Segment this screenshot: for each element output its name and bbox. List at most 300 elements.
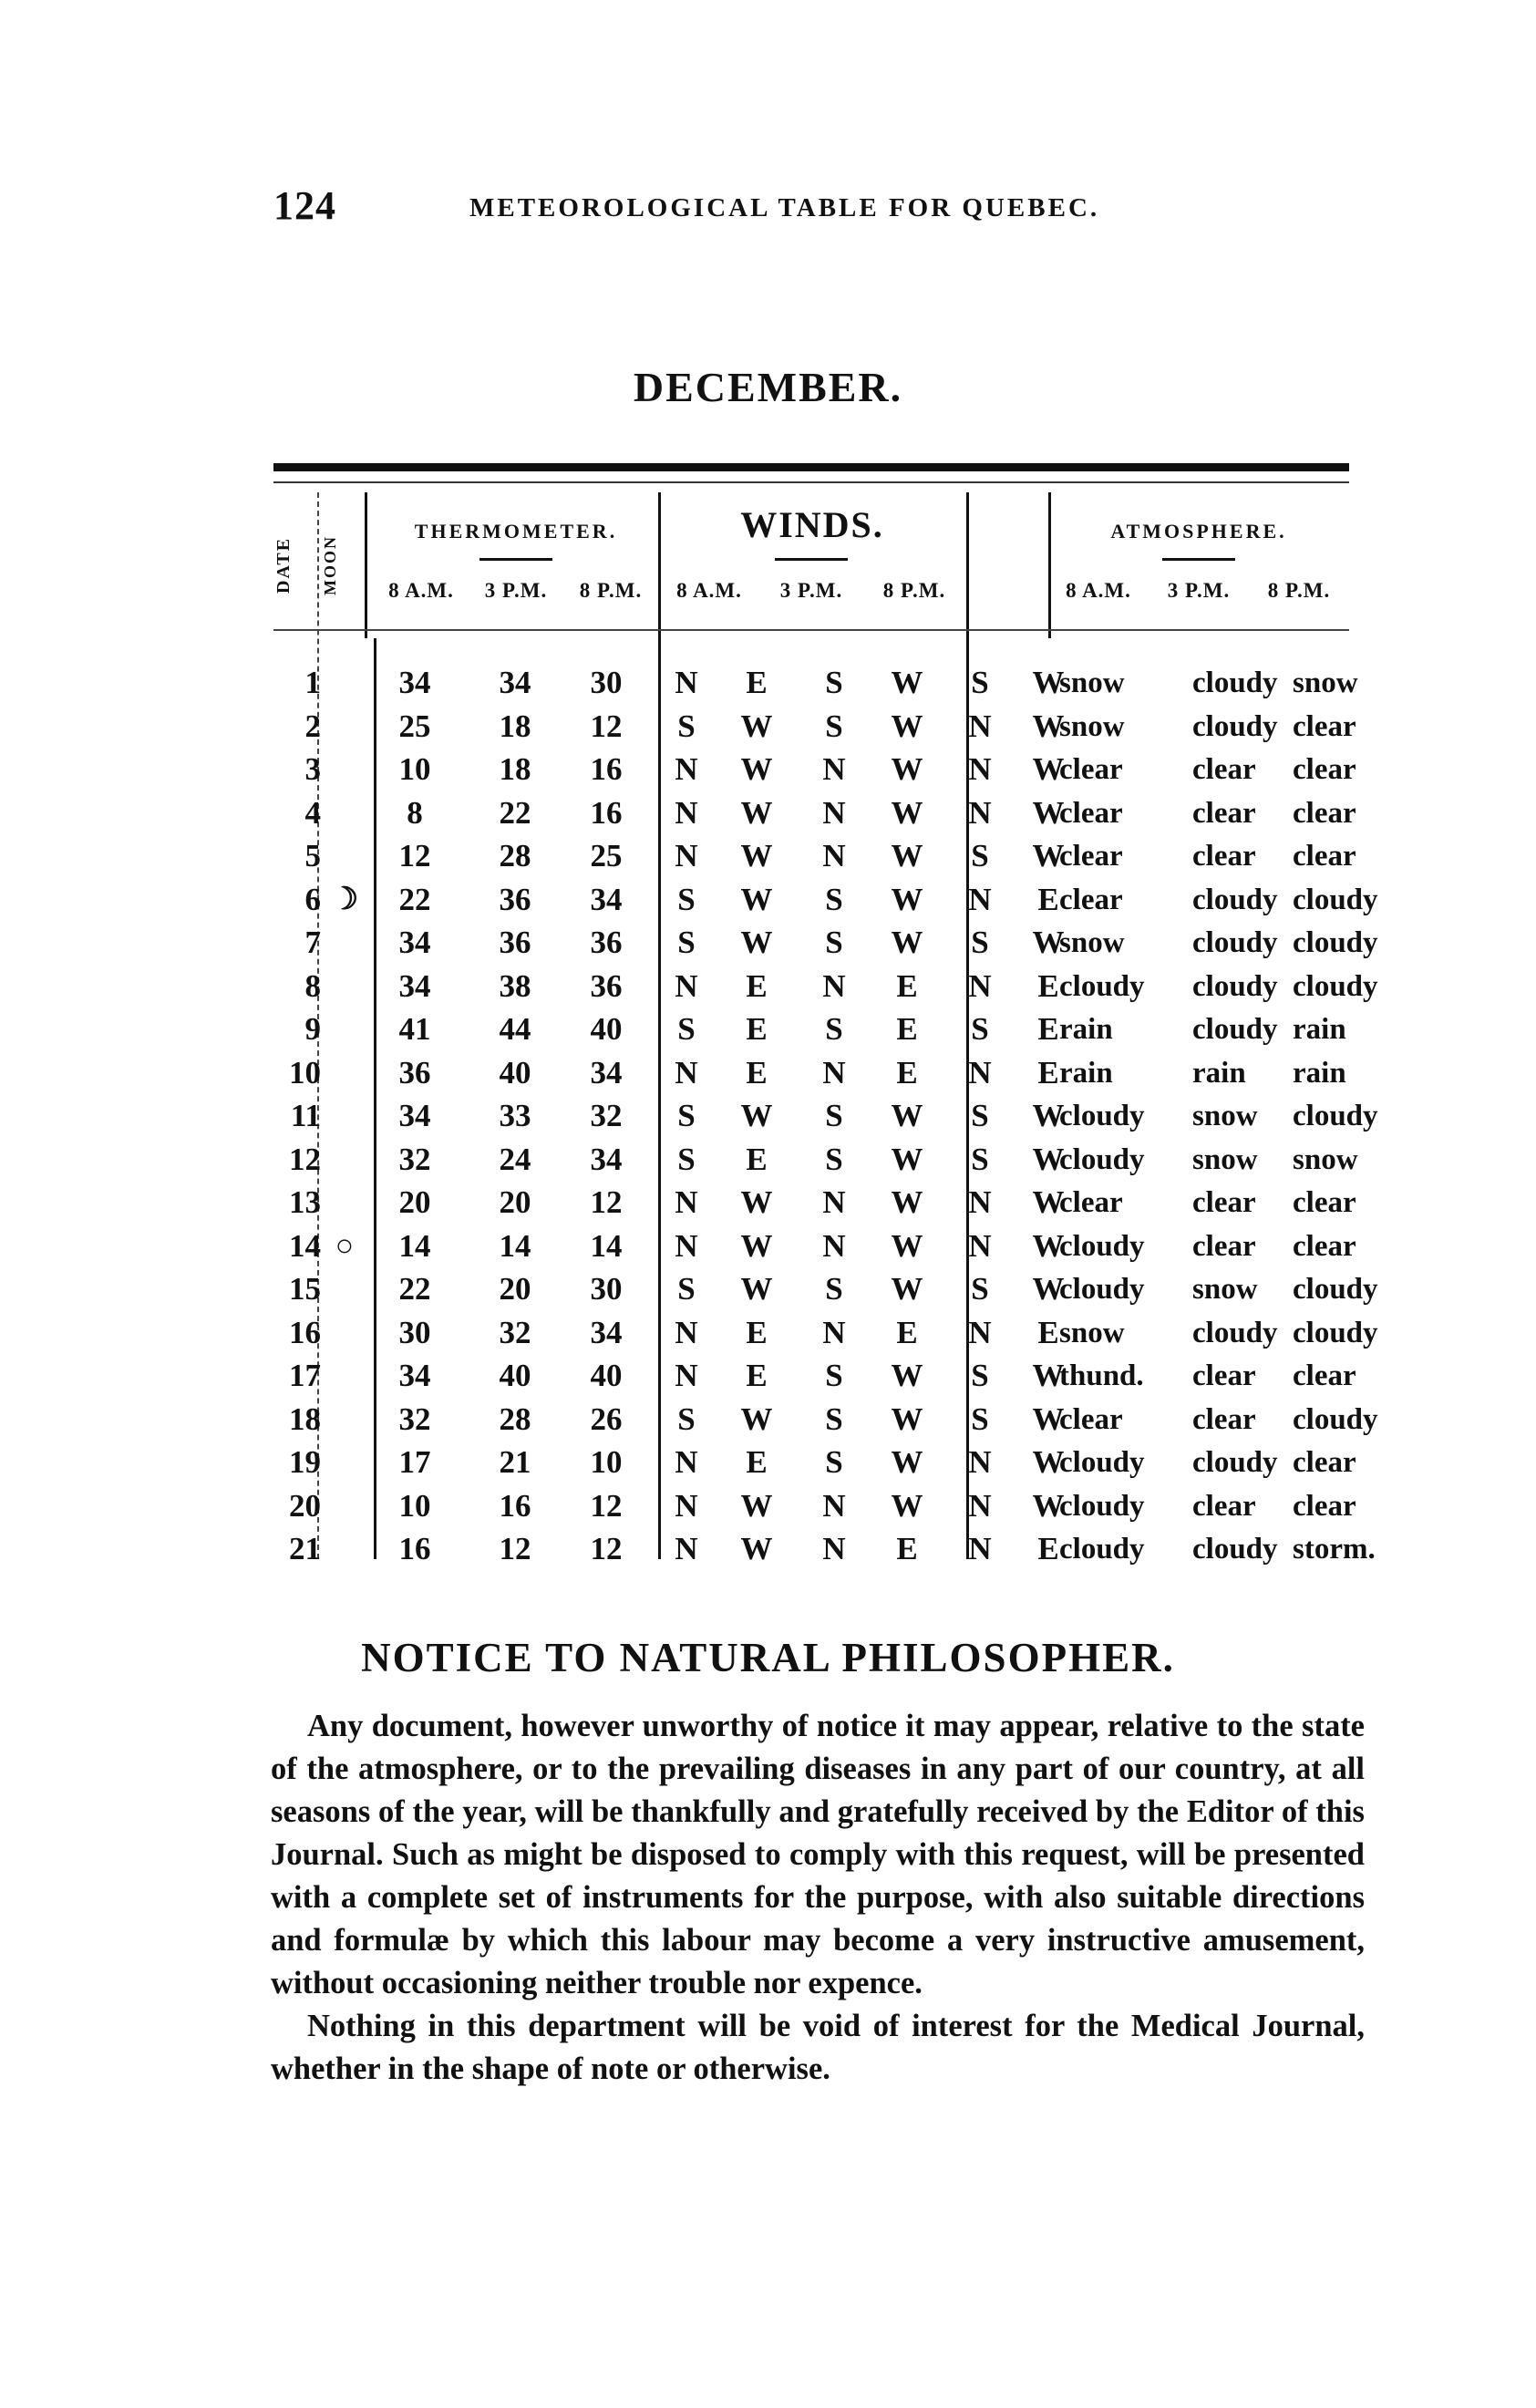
wind-3pm-dir1-cell: N bbox=[822, 1227, 846, 1264]
wind-8pm-dir2-cell: E bbox=[1037, 1531, 1059, 1566]
atmos-8pm-cell: cloudy bbox=[1293, 969, 1378, 1003]
temp-3pm-cell: 28 bbox=[499, 838, 531, 873]
temp-8am-cell: 34 bbox=[398, 925, 431, 960]
moon-phase-cell bbox=[326, 1181, 363, 1225]
temp-8pm-cell: 26 bbox=[590, 1400, 623, 1437]
wind-8pm-dir2-cell: W bbox=[1032, 1487, 1065, 1524]
temp-8pm-cell: 14 bbox=[590, 1227, 623, 1264]
moon-phase-cell bbox=[326, 965, 363, 1008]
atmos-8am-cell: cloudy bbox=[1059, 1533, 1145, 1566]
atmos-3pm-cell: cloudy bbox=[1192, 667, 1278, 699]
wind-8pm-dir2-cell: W bbox=[1032, 1358, 1065, 1393]
wind-8am-dir1-cell: S bbox=[677, 925, 696, 960]
temp-3pm-cell: 33 bbox=[499, 1098, 531, 1133]
atmos-8pm-cell: rain bbox=[1293, 1013, 1346, 1046]
moon-phase-cell bbox=[326, 1484, 363, 1528]
wind-8pm-dir1-cell: N bbox=[968, 1444, 992, 1480]
date-cell: 6 bbox=[304, 881, 321, 917]
table-row bbox=[273, 1354, 1356, 1398]
meteorological-table bbox=[273, 492, 1378, 1566]
atmos-8am-cell: cloudy bbox=[1059, 1446, 1145, 1479]
wind-3pm-dir1-cell: N bbox=[822, 967, 846, 1004]
wind-8am-dir1-cell: N bbox=[675, 1054, 698, 1090]
wind-8am-dir1-cell: N bbox=[675, 1314, 698, 1350]
wind-8am-dir2-cell: W bbox=[740, 708, 773, 744]
temp-8pm-cell: 34 bbox=[590, 1054, 623, 1090]
wind-3pm-dir2-cell: W bbox=[891, 1400, 923, 1437]
wind-8am-dir2-cell: W bbox=[740, 881, 773, 917]
table-row bbox=[273, 661, 1358, 705]
atmos-8am-cell: clear bbox=[1059, 883, 1123, 916]
table-row bbox=[273, 1484, 1356, 1528]
wind-8pm-dir2-cell: W bbox=[1032, 1184, 1065, 1220]
atmos-8pm-cell: cloudy bbox=[1293, 883, 1378, 916]
atmos-8pm-cell: clear bbox=[1293, 1359, 1356, 1392]
temp-3pm-cell: 18 bbox=[499, 708, 531, 744]
temp-3pm-cell: 16 bbox=[499, 1487, 531, 1524]
atmos-3pm-cell: clear bbox=[1192, 1402, 1256, 1436]
temp-8pm-cell: 16 bbox=[590, 751, 623, 787]
wind-8pm-dir2-cell: E bbox=[1037, 1054, 1059, 1090]
wind-8pm-dir1-cell: S bbox=[971, 838, 989, 873]
wind-3pm-dir2-cell: W bbox=[891, 794, 923, 831]
wind-3pm-dir1-cell: S bbox=[825, 925, 843, 960]
temp-8pm-cell: 12 bbox=[590, 1184, 623, 1220]
wind-8pm-dir1-cell: N bbox=[968, 1531, 992, 1566]
temp-3pm-cell: 34 bbox=[499, 665, 531, 700]
table-row bbox=[273, 1311, 1378, 1355]
date-cell: 8 bbox=[304, 967, 321, 1004]
wind-3pm-dir1-cell: N bbox=[822, 1184, 846, 1220]
header-thermometer: THERMOMETER. bbox=[414, 520, 618, 543]
atmos-3pm-cell: cloudy bbox=[1192, 709, 1278, 743]
temp-8am-cell: 34 bbox=[398, 665, 431, 700]
wind-8am-dir1-cell: S bbox=[677, 881, 696, 917]
wind-3pm-dir2-cell: W bbox=[891, 838, 923, 873]
header-winds-3pm: 3 P.M. bbox=[779, 579, 843, 602]
table-row bbox=[273, 1225, 1356, 1268]
atmos-8am-cell: clear bbox=[1059, 1186, 1123, 1219]
wind-8am-dir1-cell: N bbox=[675, 665, 698, 700]
temp-8pm-cell: 32 bbox=[590, 1098, 623, 1133]
moon-phase-cell: ○ bbox=[335, 1228, 355, 1263]
atmos-8am-cell: cloudy bbox=[1059, 1273, 1145, 1306]
wind-3pm-dir2-cell: W bbox=[891, 665, 923, 700]
temp-3pm-cell: 22 bbox=[499, 794, 531, 831]
moon-phase-cell bbox=[326, 791, 363, 835]
temp-3pm-cell: 36 bbox=[499, 881, 531, 917]
moon-phase-cell bbox=[326, 748, 363, 791]
wind-3pm-dir1-cell: S bbox=[825, 1271, 843, 1307]
wind-8am-dir2-cell: W bbox=[740, 751, 773, 787]
wind-3pm-dir2-cell: W bbox=[891, 1358, 923, 1393]
page-number: 124 bbox=[273, 183, 336, 228]
atmos-3pm-cell: cloudy bbox=[1192, 1013, 1278, 1046]
header-thermo-8am: 8 A.M. bbox=[388, 579, 454, 602]
atmos-3pm-cell: cloudy bbox=[1192, 1446, 1278, 1479]
wind-3pm-dir2-cell: W bbox=[891, 1098, 923, 1133]
atmos-8pm-cell: clear bbox=[1293, 796, 1356, 830]
wind-3pm-dir1-cell: N bbox=[822, 838, 846, 873]
temp-8pm-cell: 34 bbox=[590, 1314, 623, 1350]
atmos-3pm-cell: clear bbox=[1192, 840, 1256, 873]
wind-8pm-dir1-cell: N bbox=[968, 751, 992, 787]
date-cell: 4 bbox=[304, 794, 321, 831]
date-cell: 18 bbox=[289, 1400, 321, 1437]
atmos-3pm-cell: cloudy bbox=[1192, 969, 1278, 1003]
wind-3pm-dir1-cell: N bbox=[822, 1531, 846, 1566]
wind-8am-dir2-cell: W bbox=[740, 1531, 773, 1566]
atmos-3pm-cell: rain bbox=[1192, 1056, 1246, 1090]
wind-8am-dir2-cell: E bbox=[746, 1314, 768, 1350]
table-row bbox=[273, 1051, 1349, 1095]
wind-8am-dir1-cell: N bbox=[675, 1444, 698, 1480]
moon-phase-cell bbox=[326, 1398, 363, 1442]
atmos-3pm-cell: snow bbox=[1192, 1100, 1258, 1132]
date-cell: 2 bbox=[304, 708, 321, 744]
temp-3pm-cell: 12 bbox=[499, 1531, 531, 1566]
atmos-3pm-cell: clear bbox=[1192, 753, 1256, 786]
header-dash bbox=[1162, 558, 1235, 561]
top-rule-thin bbox=[273, 481, 1349, 483]
atmos-8am-cell: rain bbox=[1059, 1013, 1113, 1046]
wind-3pm-dir2-cell: W bbox=[891, 1444, 923, 1480]
date-cell: 20 bbox=[289, 1487, 321, 1524]
wind-8am-dir2-cell: E bbox=[746, 1054, 768, 1090]
table-row bbox=[273, 1008, 1349, 1051]
wind-3pm-dir1-cell: S bbox=[825, 665, 843, 700]
atmos-3pm-cell: clear bbox=[1192, 796, 1256, 830]
atmos-8pm-cell: clear bbox=[1293, 753, 1356, 786]
wind-8pm-dir2-cell: W bbox=[1032, 794, 1065, 831]
moon-phase-cell bbox=[326, 834, 363, 878]
temp-8am-cell: 20 bbox=[398, 1184, 431, 1220]
wind-3pm-dir2-cell: E bbox=[896, 1314, 918, 1350]
wind-8am-dir1-cell: N bbox=[675, 1227, 698, 1264]
wind-8am-dir1-cell: S bbox=[677, 1271, 696, 1307]
temp-8am-cell: 8 bbox=[407, 794, 423, 831]
atmos-8am-cell: thund. bbox=[1059, 1359, 1144, 1392]
header-atmos-3pm: 3 P.M. bbox=[1167, 579, 1231, 602]
atmos-8pm-cell: clear bbox=[1293, 1446, 1356, 1479]
temp-3pm-cell: 14 bbox=[499, 1227, 531, 1264]
wind-8pm-dir1-cell: N bbox=[968, 794, 992, 831]
atmos-8am-cell: clear bbox=[1059, 1402, 1123, 1436]
atmos-8am-cell: snow bbox=[1059, 667, 1125, 699]
notice-paragraph: Nothing in this department will be void of interest for the Medical Journal, whether in the shape of note or otherwise. bbox=[271, 2009, 1365, 2086]
wind-3pm-dir2-cell: W bbox=[891, 1141, 923, 1177]
running-head bbox=[273, 182, 1367, 237]
atmos-8pm-cell: cloudy bbox=[1293, 1402, 1378, 1436]
atmos-3pm-cell: cloudy bbox=[1192, 883, 1278, 916]
table-row bbox=[273, 1181, 1356, 1225]
wind-8am-dir1-cell: N bbox=[675, 838, 698, 873]
wind-8am-dir1-cell: S bbox=[677, 1400, 696, 1437]
atmos-8am-cell: clear bbox=[1059, 796, 1123, 830]
wind-3pm-dir1-cell: S bbox=[825, 1011, 843, 1047]
wind-8am-dir1-cell: S bbox=[677, 1141, 696, 1177]
atmos-8pm-cell: clear bbox=[1293, 709, 1356, 743]
wind-8pm-dir2-cell: W bbox=[1032, 1227, 1065, 1264]
atmos-3pm-cell: snow bbox=[1192, 1273, 1258, 1306]
wind-8am-dir1-cell: N bbox=[675, 794, 698, 831]
temp-3pm-cell: 38 bbox=[499, 967, 531, 1004]
wind-3pm-dir1-cell: S bbox=[825, 1098, 843, 1133]
wind-8pm-dir2-cell: W bbox=[1032, 1141, 1065, 1177]
header-atmos-8pm: 8 P.M. bbox=[1267, 579, 1331, 602]
wind-8am-dir2-cell: W bbox=[740, 1227, 773, 1264]
wind-3pm-dir1-cell: N bbox=[822, 1314, 846, 1350]
wind-8am-dir2-cell: E bbox=[746, 1011, 768, 1047]
date-cell: 9 bbox=[304, 1011, 321, 1047]
wind-3pm-dir1-cell: N bbox=[822, 751, 846, 787]
temp-8am-cell: 34 bbox=[398, 1358, 431, 1393]
date-cell: 11 bbox=[290, 1098, 321, 1133]
wind-8pm-dir2-cell: E bbox=[1037, 1314, 1059, 1350]
atmos-8am-cell: cloudy bbox=[1059, 1100, 1145, 1132]
wind-8pm-dir1-cell: S bbox=[971, 1271, 989, 1307]
table-row bbox=[273, 705, 1356, 749]
date-cell: 19 bbox=[289, 1444, 321, 1480]
wind-8am-dir2-cell: W bbox=[740, 794, 773, 831]
wind-8am-dir1-cell: N bbox=[675, 1531, 698, 1566]
date-cell: 10 bbox=[289, 1054, 321, 1090]
date-cell: 15 bbox=[289, 1271, 321, 1307]
atmos-8am-cell: cloudy bbox=[1059, 1229, 1145, 1263]
temp-8am-cell: 34 bbox=[398, 1098, 431, 1133]
wind-8pm-dir1-cell: N bbox=[968, 967, 992, 1004]
wind-8am-dir1-cell: N bbox=[675, 1184, 698, 1220]
atmos-3pm-cell: clear bbox=[1192, 1359, 1256, 1392]
atmos-8pm-cell: clear bbox=[1293, 1186, 1356, 1219]
header-date: DATE bbox=[273, 536, 294, 594]
atmos-8am-cell: snow bbox=[1059, 1316, 1125, 1349]
wind-8am-dir1-cell: N bbox=[675, 967, 698, 1004]
wind-8am-dir2-cell: E bbox=[746, 665, 768, 700]
wind-8am-dir2-cell: W bbox=[740, 1184, 773, 1220]
wind-3pm-dir1-cell: S bbox=[825, 1400, 843, 1437]
atmos-8pm-cell: cloudy bbox=[1293, 926, 1378, 959]
atmos-8pm-cell: rain bbox=[1293, 1056, 1346, 1090]
header-winds-8am: 8 A.M. bbox=[676, 579, 742, 602]
wind-8pm-dir2-cell: E bbox=[1037, 1011, 1059, 1047]
wind-3pm-dir1-cell: S bbox=[825, 881, 843, 917]
notice-paragraph: Any document, however unworthy of notice it may appear, relative to the state of the atmosphere, or to the prevailing diseases in any part of our country, at all seasons of the year, will be thankfully and gratefully received by the Editor of this Journal. Such as might be disposed to comply with this request, will be presented with a complete set of instruments for the purpose, with also suitable directions and formulæ by which this labour may become a very instructive amusement, without occasioning neither trouble nor expence. bbox=[271, 1709, 1365, 2000]
month-title: DECEMBER. bbox=[633, 364, 903, 410]
temp-3pm-cell: 21 bbox=[499, 1444, 531, 1480]
header-thermo-8pm: 8 P.M. bbox=[579, 579, 643, 602]
temp-8am-cell: 10 bbox=[398, 1487, 431, 1524]
temp-8pm-cell: 36 bbox=[590, 925, 623, 960]
wind-3pm-dir2-cell: E bbox=[896, 967, 918, 1004]
date-cell: 5 bbox=[304, 838, 321, 873]
temp-3pm-cell: 40 bbox=[499, 1054, 531, 1090]
temp-8am-cell: 25 bbox=[398, 708, 431, 744]
wind-3pm-dir1-cell: N bbox=[822, 1054, 846, 1090]
wind-8pm-dir2-cell: W bbox=[1032, 708, 1065, 744]
wind-8pm-dir1-cell: N bbox=[968, 708, 992, 744]
table-row bbox=[273, 1267, 1378, 1311]
date-cell: 12 bbox=[289, 1141, 321, 1177]
temp-8am-cell: 17 bbox=[398, 1444, 431, 1480]
wind-3pm-dir2-cell: E bbox=[896, 1531, 918, 1566]
atmos-3pm-cell: clear bbox=[1192, 1229, 1256, 1263]
header-winds: WINDS. bbox=[740, 504, 884, 545]
temp-8pm-cell: 30 bbox=[590, 1271, 623, 1307]
table-row bbox=[273, 1094, 1378, 1138]
wind-8pm-dir2-cell: W bbox=[1032, 1271, 1065, 1307]
header-rule bbox=[273, 629, 1349, 631]
atmos-8am-cell: cloudy bbox=[1059, 1142, 1145, 1176]
wind-8pm-dir2-cell: W bbox=[1032, 1444, 1065, 1480]
temp-8am-cell: 34 bbox=[398, 967, 431, 1004]
temp-8am-cell: 14 bbox=[398, 1227, 431, 1264]
moon-phase-cell bbox=[326, 1441, 363, 1484]
wind-8pm-dir2-cell: E bbox=[1037, 967, 1059, 1004]
temp-3pm-cell: 44 bbox=[499, 1011, 531, 1047]
moon-phase-cell bbox=[326, 1008, 363, 1051]
wind-8pm-dir2-cell: W bbox=[1032, 1098, 1065, 1133]
wind-8am-dir2-cell: W bbox=[740, 925, 773, 960]
wind-8am-dir2-cell: E bbox=[746, 1444, 768, 1480]
wind-8am-dir2-cell: W bbox=[740, 838, 773, 873]
wind-8am-dir1-cell: N bbox=[675, 751, 698, 787]
table-row bbox=[273, 834, 1356, 878]
atmos-3pm-cell: cloudy bbox=[1192, 1316, 1278, 1349]
temp-8pm-cell: 10 bbox=[590, 1444, 623, 1480]
notice-body bbox=[271, 1705, 1365, 2091]
temp-8am-cell: 30 bbox=[398, 1314, 431, 1350]
date-cell: 14 bbox=[289, 1227, 321, 1264]
header-moon: MOON bbox=[321, 535, 339, 595]
temp-8am-cell: 32 bbox=[398, 1141, 431, 1177]
wind-8am-dir2-cell: E bbox=[746, 1358, 768, 1393]
date-cell: 21 bbox=[289, 1531, 321, 1566]
column-divider bbox=[1048, 492, 1051, 638]
temp-8am-cell: 22 bbox=[398, 1271, 431, 1307]
moon-phase-cell bbox=[326, 1527, 363, 1571]
date-cell: 7 bbox=[304, 925, 321, 960]
temp-8am-cell: 12 bbox=[398, 838, 431, 873]
wind-3pm-dir2-cell: W bbox=[891, 1184, 923, 1220]
wind-3pm-dir2-cell: W bbox=[891, 1487, 923, 1524]
atmos-8pm-cell: cloudy bbox=[1293, 1100, 1378, 1132]
temp-8pm-cell: 16 bbox=[590, 794, 623, 831]
moon-phase-cell bbox=[326, 921, 363, 965]
header-winds-8pm: 8 P.M. bbox=[882, 579, 946, 602]
temp-8pm-cell: 12 bbox=[590, 708, 623, 744]
atmos-3pm-cell: clear bbox=[1192, 1489, 1256, 1523]
moon-phase-cell bbox=[326, 1267, 363, 1311]
temp-3pm-cell: 20 bbox=[499, 1271, 531, 1307]
temp-8am-cell: 36 bbox=[398, 1054, 431, 1090]
atmos-8am-cell: clear bbox=[1059, 840, 1123, 873]
header-thermo-3pm: 3 P.M. bbox=[484, 579, 548, 602]
header-dash bbox=[775, 558, 848, 561]
atmos-8pm-cell: clear bbox=[1293, 1489, 1356, 1523]
wind-3pm-dir2-cell: W bbox=[891, 1271, 923, 1307]
wind-8pm-dir2-cell: W bbox=[1032, 751, 1065, 787]
atmos-3pm-cell: cloudy bbox=[1192, 1533, 1278, 1566]
temp-8pm-cell: 25 bbox=[590, 838, 623, 873]
atmos-8am-cell: rain bbox=[1059, 1056, 1113, 1090]
temp-8pm-cell: 40 bbox=[590, 1011, 623, 1047]
wind-3pm-dir2-cell: W bbox=[891, 1227, 923, 1264]
table-row bbox=[273, 748, 1356, 791]
atmos-8pm-cell: cloudy bbox=[1293, 1273, 1378, 1306]
wind-3pm-dir1-cell: N bbox=[822, 1487, 846, 1524]
date-cell: 13 bbox=[289, 1184, 321, 1220]
wind-8pm-dir1-cell: S bbox=[971, 665, 989, 700]
atmos-8pm-cell: snow bbox=[1293, 667, 1358, 699]
wind-8pm-dir1-cell: S bbox=[971, 1400, 989, 1437]
temp-3pm-cell: 36 bbox=[499, 925, 531, 960]
top-rule bbox=[273, 463, 1349, 471]
wind-8am-dir1-cell: S bbox=[677, 1011, 696, 1047]
table-row bbox=[273, 1138, 1358, 1182]
wind-3pm-dir2-cell: W bbox=[891, 881, 923, 917]
atmos-8pm-cell: cloudy bbox=[1293, 1316, 1378, 1349]
date-cell: 1 bbox=[304, 665, 321, 700]
temp-8pm-cell: 40 bbox=[590, 1358, 623, 1393]
atmos-8am-cell: cloudy bbox=[1059, 1489, 1145, 1523]
date-cell: 16 bbox=[289, 1314, 321, 1350]
header-atmos-8am: 8 A.M. bbox=[1066, 579, 1131, 602]
atmos-8am-cell: clear bbox=[1059, 753, 1123, 786]
moon-phase-cell bbox=[326, 1051, 363, 1095]
wind-3pm-dir1-cell: S bbox=[825, 1141, 843, 1177]
temp-8am-cell: 16 bbox=[398, 1531, 431, 1566]
column-divider bbox=[365, 492, 367, 638]
temp-8pm-cell: 12 bbox=[590, 1487, 623, 1524]
notice-title: NOTICE TO NATURAL PHILOSOPHER. bbox=[361, 1635, 1175, 1680]
temp-8am-cell: 32 bbox=[398, 1400, 431, 1437]
table-row bbox=[273, 1527, 1376, 1571]
wind-3pm-dir1-cell: S bbox=[825, 1444, 843, 1480]
temp-8am-cell: 10 bbox=[398, 751, 431, 787]
wind-8am-dir1-cell: S bbox=[677, 1098, 696, 1133]
header-dash bbox=[479, 558, 552, 561]
wind-8pm-dir1-cell: S bbox=[971, 1011, 989, 1047]
temp-8am-cell: 22 bbox=[398, 881, 431, 917]
atmos-8am-cell: snow bbox=[1059, 709, 1125, 743]
date-cell: 17 bbox=[289, 1358, 321, 1393]
wind-8pm-dir2-cell: W bbox=[1032, 665, 1065, 700]
wind-8am-dir2-cell: E bbox=[746, 1141, 768, 1177]
moon-phase-cell bbox=[326, 1311, 363, 1355]
wind-3pm-dir2-cell: W bbox=[891, 708, 923, 744]
wind-8pm-dir1-cell: S bbox=[971, 1098, 989, 1133]
temp-8pm-cell: 34 bbox=[590, 1141, 623, 1177]
wind-8pm-dir1-cell: N bbox=[968, 1487, 992, 1524]
temp-3pm-cell: 32 bbox=[499, 1314, 531, 1350]
temp-3pm-cell: 40 bbox=[499, 1358, 531, 1393]
temp-3pm-cell: 28 bbox=[499, 1400, 531, 1437]
moon-phase-cell bbox=[326, 661, 363, 705]
table-row bbox=[273, 965, 1378, 1008]
temp-8pm-cell: 34 bbox=[590, 881, 623, 917]
moon-phase-cell bbox=[326, 1354, 363, 1398]
atmos-8pm-cell: storm. bbox=[1293, 1533, 1376, 1566]
wind-3pm-dir2-cell: E bbox=[896, 1011, 918, 1047]
temp-8pm-cell: 30 bbox=[590, 665, 623, 700]
atmos-8pm-cell: snow bbox=[1293, 1142, 1358, 1176]
moon-phase-cell: ☽ bbox=[330, 882, 359, 916]
wind-8pm-dir2-cell: E bbox=[1037, 881, 1059, 917]
wind-3pm-dir2-cell: W bbox=[891, 925, 923, 960]
wind-8am-dir2-cell: W bbox=[740, 1400, 773, 1437]
atmos-3pm-cell: cloudy bbox=[1192, 926, 1278, 959]
